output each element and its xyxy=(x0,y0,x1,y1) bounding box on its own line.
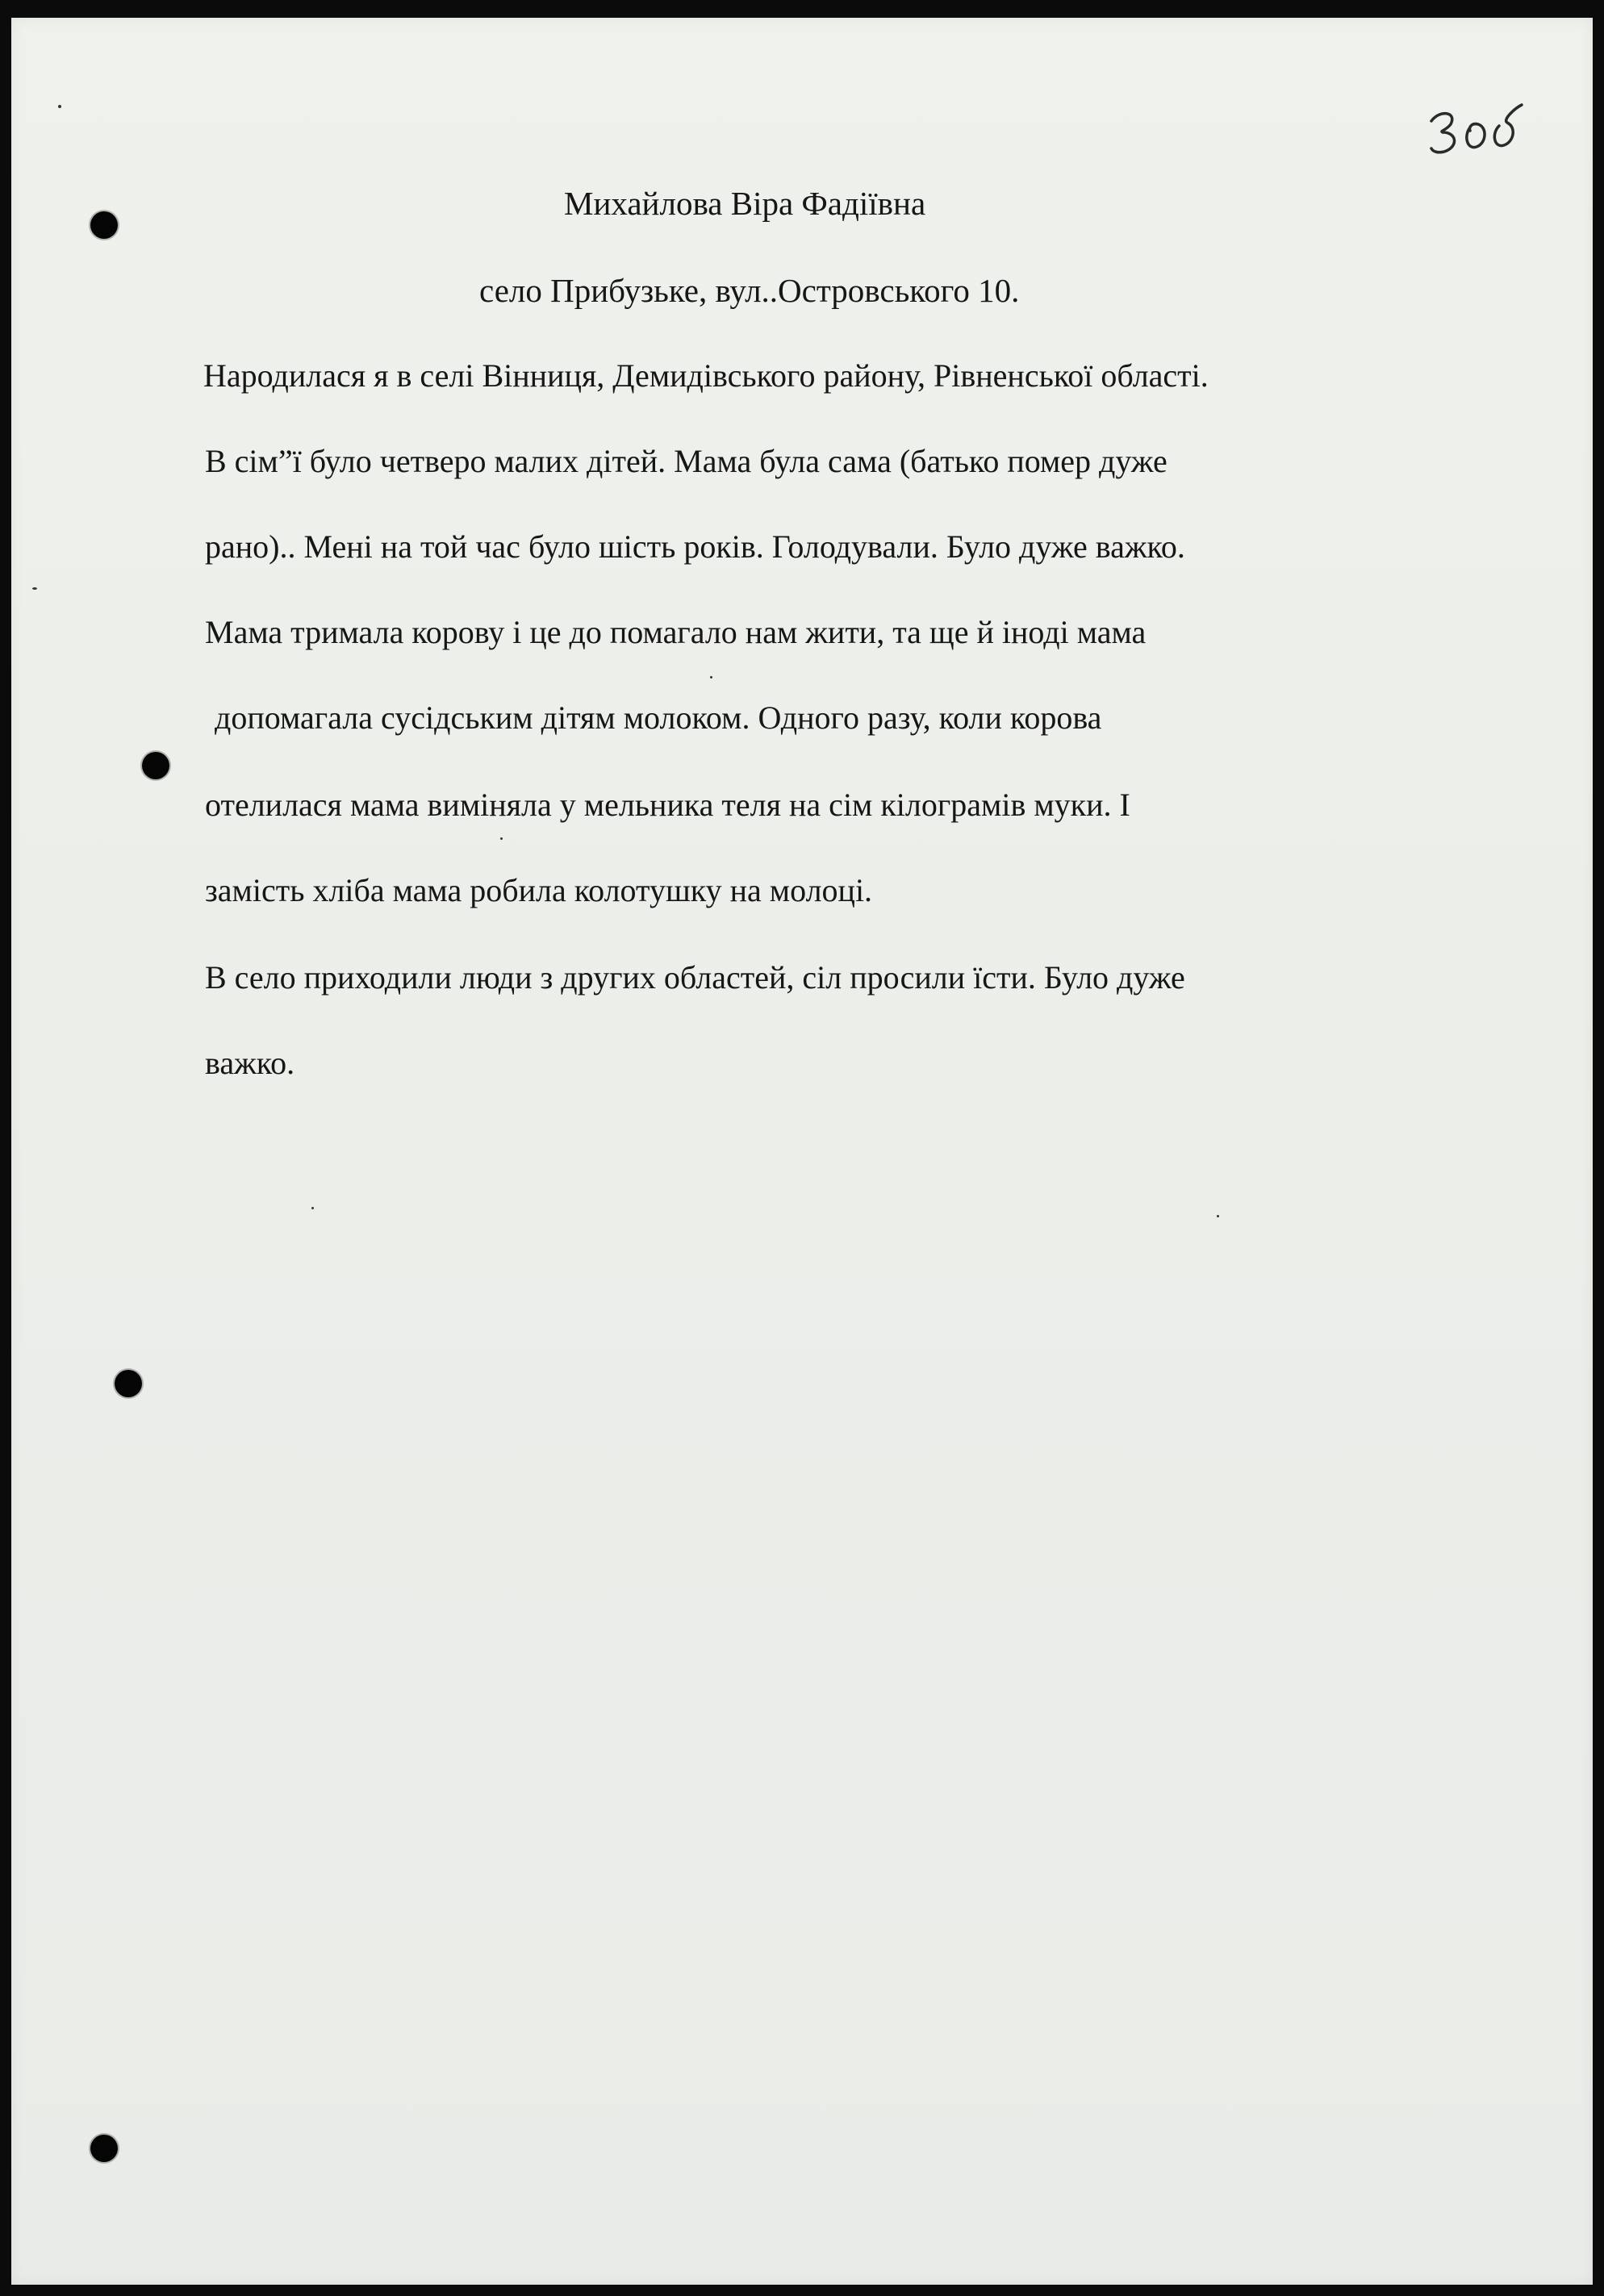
body-line-6: отелилася мама виміняла у мельника теля на сім кілограмів муки. І xyxy=(205,787,1130,823)
punch-hole xyxy=(115,1370,142,1397)
body-line-3: рано).. Мені на той час було шість років. Голодували. Було дуже важко. xyxy=(205,528,1185,565)
body-line-9: важко. xyxy=(205,1045,295,1081)
punch-hole xyxy=(90,2135,118,2162)
scan-speck xyxy=(311,1207,314,1209)
body-line-7: замість хліба мама робила колотушку на молоці. xyxy=(205,872,873,908)
scan-speck xyxy=(500,837,503,840)
paper-sheet xyxy=(11,18,1593,2285)
address-line: село Прибузьке, вул..Островського 10. xyxy=(479,272,1020,309)
body-line-4: Мама тримала корову і це до помагало нам жити, та ще й іноді мама xyxy=(205,614,1147,650)
scan-speck xyxy=(710,676,712,678)
scan-speck xyxy=(1217,1215,1219,1217)
body-line-8: В село приходили люди з других областей, сіл просили їсти. Було дуже xyxy=(205,959,1185,996)
body-line-1: Народилася я в селі Вінниця, Демидівського району, Рівненської області. xyxy=(203,357,1209,394)
punch-hole xyxy=(90,211,118,239)
scan-speck xyxy=(32,587,37,590)
scan-speck xyxy=(58,105,61,108)
punch-hole xyxy=(142,752,169,779)
handwritten-page-number-text xyxy=(11,18,12,19)
body-line-5: допомагала сусідським дітям молоком. Одного разу, коли корова xyxy=(215,699,1102,736)
body-line-2: В сім”ї було четверо малих дітей. Мама була сама (батько помер дуже xyxy=(205,443,1167,479)
person-name-heading: Михайлова Віра Фадіївна xyxy=(564,185,926,222)
handwritten-page-number xyxy=(1425,103,1530,160)
